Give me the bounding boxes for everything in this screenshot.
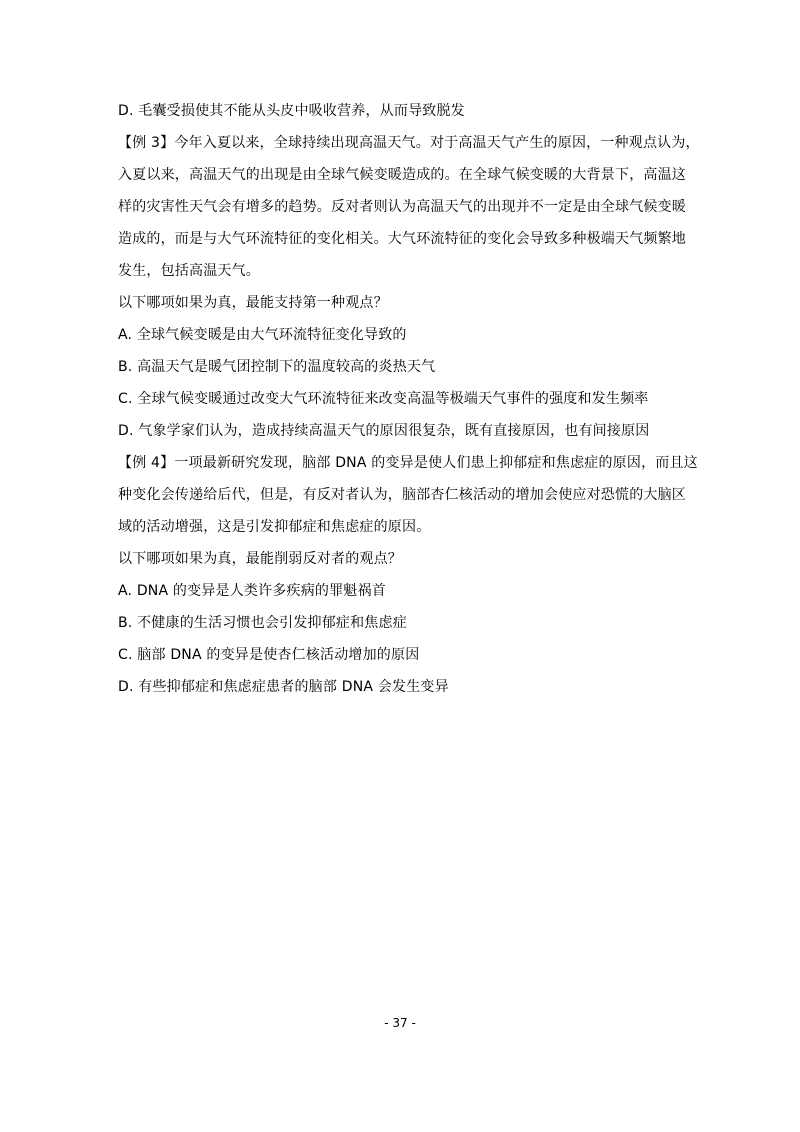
example-4-option-c: C. 脑部 DNA 的变异是使杏仁核活动增加的原因: [118, 647, 420, 663]
example-3-option-b: B. 高温天气是暖气团控制下的温度较高的炎热天气: [118, 359, 436, 375]
example-3-option-a: A. 全球气候变暖是由大气环流特征变化导致的: [118, 327, 407, 343]
example-4-option-a: A. DNA 的变异是人类许多疾病的罪魁祸首: [118, 583, 386, 599]
example-4-option-b: B. 不健康的生活习惯也会引发抑郁症和焦虑症: [118, 615, 407, 631]
example-3-question: 以下哪项如果为真，最能支持第一种观点？: [118, 295, 388, 311]
example-4-question: 以下哪项如果为真，最能削弱反对者的观点？: [118, 551, 402, 567]
example-4-line: 域的活动增强，这是引发抑郁症和焦虑症的原因。: [118, 519, 431, 535]
example-3-line: 造成的，而是与大气环流特征的变化相关。大气环流特征的变化会导致多种极端天气频繁地: [118, 231, 686, 247]
example-3-line: 样的灾害性天气会有增多的趋势。反对者则认为高温天气的出现并不一定是由全球气候变暖: [118, 199, 686, 215]
document-body: [118, 100, 700, 708]
example-4-line: 【例 4】一项最新研究发现，脑部 DNA 的变异是使人们患上抑郁症和焦虑症的原因，而且这: [118, 455, 698, 471]
example-3-line: 【例 3】今年入夏以来，全球持续出现高温天气。对于高温天气产生的原因，一种观点认为，: [118, 135, 700, 151]
page-number: - 37 -: [384, 1016, 416, 1030]
example-4-option-d: D. 有些抑郁症和焦虑症患者的脑部 DNA 会发生变异: [118, 679, 449, 695]
example-3-line: 入夏以来，高温天气的出现是由全球气候变暖造成的。在全球气候变暖的大背景下，高温这: [118, 167, 686, 183]
example-4-line: 种变化会传递给后代，但是，有反对者认为，脑部杏仁核活动的增加会使应对恐慌的大脑区: [118, 487, 686, 503]
example-3-line: 发生，包括高温天气。: [118, 263, 260, 279]
example-3-option-c: C. 全球气候变暖通过改变大气环流特征来改变高温等极端天气事件的强度和发生频率: [118, 391, 649, 407]
example-3-option-d: D. 气象学家们认为，造成持续高温天气的原因很复杂，既有直接原因，也有间接原因: [118, 423, 650, 439]
option-d-text-previous: D. 毛囊受损使其不能从头皮中吸收营养，从而导致脱发: [118, 103, 465, 119]
